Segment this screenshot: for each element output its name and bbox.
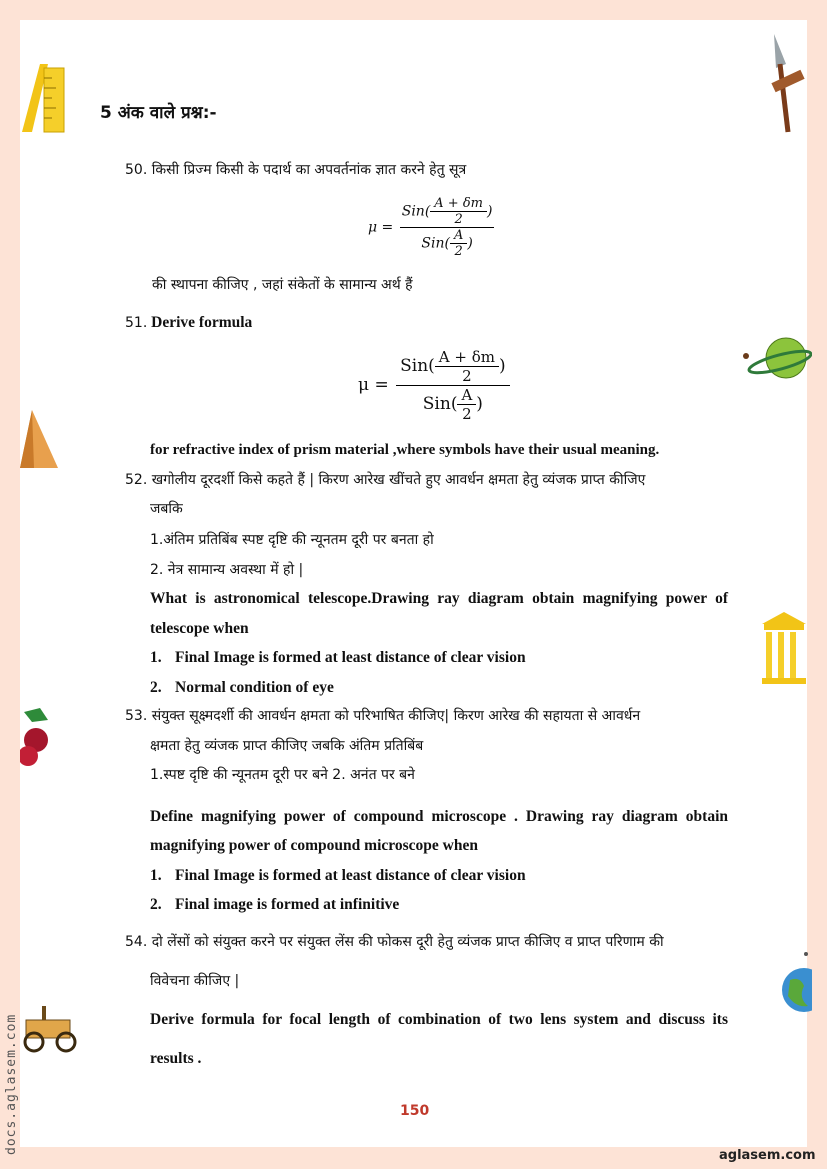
list-number: 1. [150, 867, 162, 884]
formula-two: 2 [462, 405, 472, 423]
question-51-after: for refractive index of prism material ,where symbols have their usual meaning. [150, 442, 660, 458]
question-50 [125, 160, 735, 180]
list-text: Normal condition of eye [175, 679, 334, 696]
formula-a: A [450, 228, 467, 244]
globe-icon [778, 950, 812, 1020]
question-number: 51. [125, 315, 148, 331]
list-number: 1. [150, 649, 162, 666]
question-text: विवेचना कीजिए | [150, 973, 240, 989]
question-number: 52. [125, 472, 148, 488]
question-text: संयुक्त सूक्ष्मदर्शी की आवर्धन क्षमता को परिभाषित कीजिए| किरण आरेख की सहायता से आवर्धन [151, 708, 641, 724]
question-54 [125, 932, 730, 952]
question-text-english: Define magnifying power of compound microscope . Drawing ray diagram obtain [150, 808, 728, 825]
formula-50 [368, 196, 494, 259]
list-item [150, 867, 526, 885]
question-number: 53. [125, 708, 148, 724]
list-item: 1.अंतिम प्रतिबिंब स्पष्ट दृष्टि की न्यूनतम दूरी पर बनता हो [150, 532, 434, 548]
watermark: docs.aglasem.com [4, 1013, 19, 1155]
question-50-after: की स्थापना कीजिए , जहां संकेतों के सामान्य अर्थ हैं [152, 277, 413, 293]
question-text-english: telescope when [150, 620, 249, 637]
ruler-pencil-icon [20, 62, 68, 134]
question-51 [125, 314, 252, 332]
formula-paren: ) [476, 394, 483, 414]
list-number: 2. [150, 896, 162, 913]
question-text-english: results . [150, 1050, 202, 1067]
formula-numerator: A + δm [430, 196, 487, 212]
formula-sin: Sin( [422, 394, 458, 414]
site-name[interactable]: aglasem.com [719, 1148, 816, 1163]
formula-paren: ) [486, 203, 493, 220]
formula-two: 2 [454, 244, 463, 259]
question-number: 54. [125, 934, 148, 950]
list-number: 2. [150, 679, 162, 696]
list-item [150, 679, 334, 697]
question-text-english: What is astronomical telescope.Drawing ray diagram obtain magnifying power of [150, 590, 728, 607]
page-number: 150 [400, 1103, 430, 1119]
pyramid-icon [20, 408, 60, 470]
formula-sin: Sin( [421, 235, 450, 252]
question-text: दो लेंसों को संयुक्त करने पर संयुक्त लेंस की फोकस दूरी हेतु व्यंजक प्राप्त कीजिए व प्राप्त परिणाम की [151, 934, 664, 950]
formula-paren: ) [498, 356, 506, 376]
question-text: खगोलीय दूरदर्शी किसे कहते हैं | किरण आरेख खींचते हुए आवर्धन क्षमता हेतु व्यंजक प्राप्त कीजिए [151, 472, 646, 488]
formula-denominator: 2 [462, 367, 472, 385]
formula-mu: μ = [358, 375, 389, 395]
list-text: Final image is formed at infinitive [175, 896, 400, 913]
list-text: Final Image is formed at least distance of clear vision [175, 867, 526, 884]
question-text: किसी प्रिज्म किसी के पदार्थ का अपवर्तनांक ज्ञात करने हेतु सूत्र [151, 162, 467, 178]
question-text-english: magnifying power of compound microscope when [150, 837, 478, 854]
formula-sin: Sin( [401, 203, 431, 220]
list-text: Final Image is formed at least distance of clear vision [175, 649, 526, 666]
formula-51 [358, 348, 510, 423]
planet-icon [740, 332, 812, 384]
temple-icon [760, 610, 808, 686]
formula-sin: Sin( [400, 356, 435, 376]
vintage-car-icon [20, 1000, 82, 1056]
list-item [150, 649, 526, 667]
question-text: जबकि [150, 501, 183, 517]
cherry-icon [20, 706, 56, 768]
spear-tool-icon [766, 34, 812, 134]
question-text: 1.स्पष्ट दृष्टि की न्यूनतम दूरी पर बने 2. अनंत पर बने [150, 767, 415, 783]
formula-mu: μ = [368, 219, 394, 236]
section-heading: 5 अंक वाले प्रश्न:- [100, 103, 217, 123]
page [20, 20, 807, 1147]
list-item: 2. नेत्र सामान्य अवस्था में हो | [150, 562, 304, 578]
formula-denominator: 2 [454, 212, 463, 227]
question-number: 50. [125, 162, 148, 178]
question-title: Derive formula [151, 314, 253, 331]
question-52 [125, 470, 730, 490]
question-53 [125, 706, 730, 726]
formula-paren: ) [467, 235, 473, 252]
formula-numerator: A + δm [435, 348, 499, 367]
formula-a: A [457, 386, 476, 405]
question-text: क्षमता हेतु व्यंजक प्राप्त कीजिए जबकि अंतिम प्रतिबिंब [150, 738, 424, 754]
list-item [150, 896, 399, 914]
question-text-english: Derive formula for focal length of combination of two lens system and discuss its [150, 1011, 728, 1028]
